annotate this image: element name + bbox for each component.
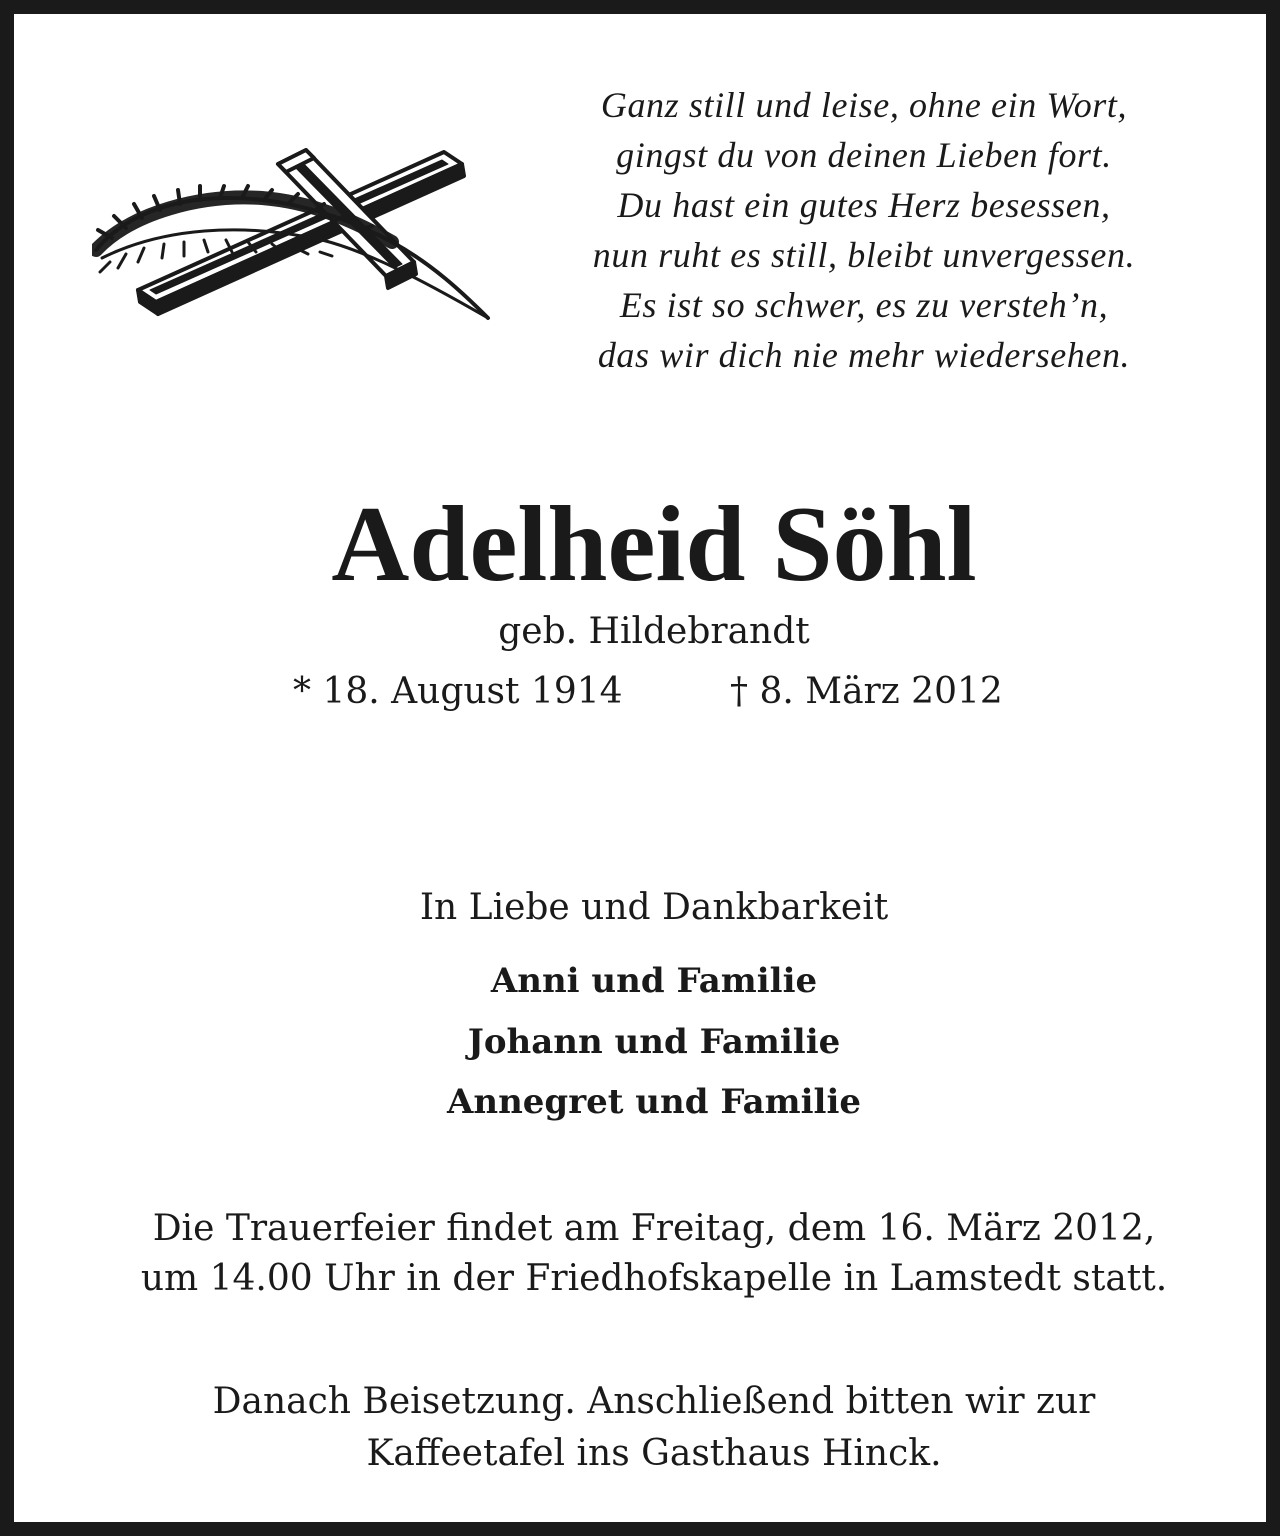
poem-line: das wir dich nie mehr wiedersehen. bbox=[597, 335, 1131, 375]
mourner-family: Annegret und Familie bbox=[446, 1082, 862, 1122]
mourner-family: Johann und Familie bbox=[467, 1022, 841, 1062]
service-line: um 14.00 Uhr in der Friedhofskapelle in Lamstedt statt. bbox=[140, 1258, 1168, 1299]
mourner-family: Anni und Familie bbox=[490, 961, 818, 1001]
poem-line: Ganz still und leise, ohne ein Wort, bbox=[600, 85, 1128, 125]
reception-line: Danach Beisetzung. Anschließend bitten wir zur bbox=[212, 1381, 1096, 1422]
funeral-service-notice bbox=[14, 1204, 1280, 1304]
poem-line: Du hast ein gutes Herz besessen, bbox=[617, 185, 1111, 225]
birth-date: * 18. August 1914 bbox=[293, 671, 623, 712]
cross-with-palm-frond-icon bbox=[92, 142, 496, 322]
reception-notice bbox=[14, 1376, 1280, 1480]
poem bbox=[514, 80, 1214, 380]
poem-line: gingst du von deinen Lieben fort. bbox=[616, 135, 1112, 175]
service-line: Die Trauerfeier findet am Freitag, dem 16. März 2012, bbox=[152, 1208, 1156, 1249]
maiden-name: geb. Hildebrandt bbox=[498, 611, 810, 652]
deceased-name: Adelheid Söhl bbox=[331, 485, 977, 604]
poem-line: Es ist so schwer, es zu versteh’n, bbox=[619, 285, 1109, 325]
mourners-intro: In Liebe und Dankbarkeit bbox=[419, 887, 889, 928]
death-date: † 8. März 2012 bbox=[730, 671, 1003, 712]
life-dates bbox=[14, 670, 1280, 714]
poem-line: nun ruht es still, bleibt unvergessen. bbox=[592, 235, 1136, 275]
reception-line: Kaffeetafel ins Gasthaus Hinck. bbox=[366, 1433, 942, 1474]
